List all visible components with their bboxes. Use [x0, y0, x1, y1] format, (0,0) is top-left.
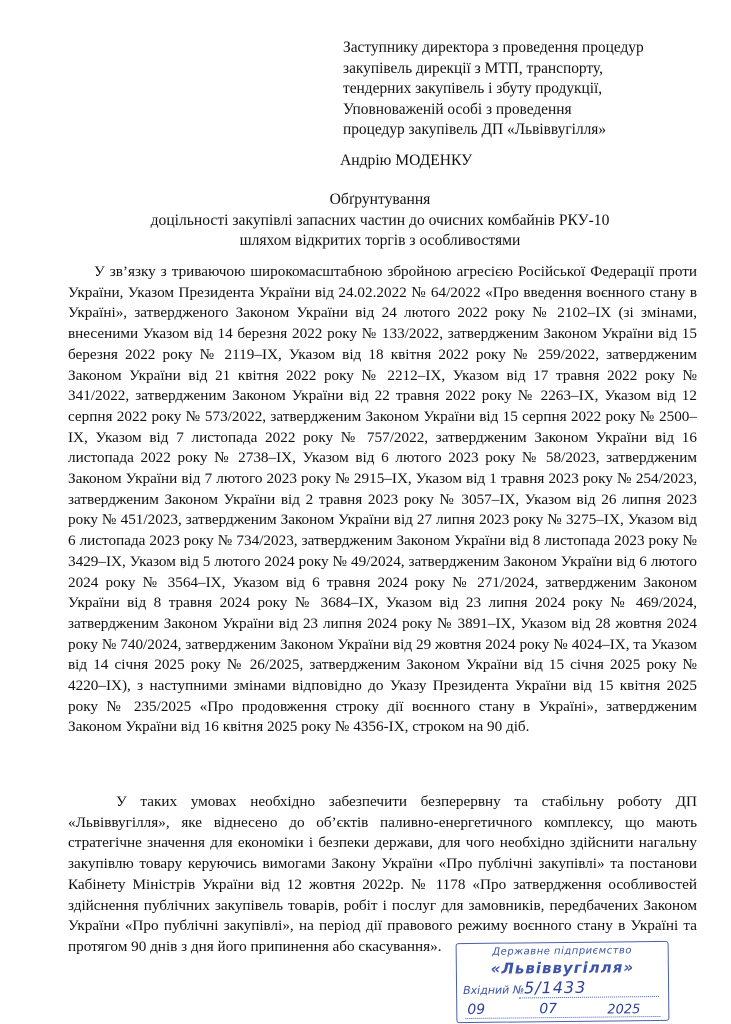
registration-stamp	[456, 941, 670, 1023]
document-title	[60, 190, 700, 252]
stamp-date-day: 09	[467, 1001, 486, 1018]
paragraph-text: У таких умовах необхідно забезпечити безперервну та стабільну роботу ДП «Львіввугілля», яке віднесено до об’єктів паливно-енергетичного комплексу, що мають стратегічне значення для економіки і безпеки держави, для чого необхідно здійснити нагальну закупівлю товару керуючись вимогами Закону України «Про публічні закупівлі» та постанови Кабінету Міністрів України від 12 жовтня 2022р. № 1178 «Про затвердження особливостей здійснення публічних закупівель товарів, робіт і послуг для замовників, передбачених Законом України «Про публічні закупівлі», на період дії правового режиму воєнного стану в Україні та протягом 90 днів з дня його припинення або скасування».	[68, 793, 697, 955]
stamp-incoming-number: 5/1433	[523, 977, 587, 998]
stamp-org-name: «Львіввугілля»	[490, 958, 635, 978]
title-heading: Обґрунтування	[329, 191, 431, 208]
addressee-line: процедур закупівель ДП «Львіввугілля»	[343, 121, 607, 139]
stamp-date-year: 2025	[607, 1002, 641, 1018]
stamp-org-type: Державне підприємство	[492, 945, 633, 958]
title-subject-line: доцільності закупівлі запасних частин до очисних комбайнів РКУ-10	[150, 211, 610, 229]
addressee-block	[343, 38, 723, 141]
addressee-line: закупівель дирекції з МТП, транспорту,	[343, 59, 603, 77]
paragraph-text: У зв’язку з триваючою широкомасштабною збройною агресією Російської Федерації проти України, Указом Президента України від 24.02.2022 № 64/2022 «Про введення воєнного стану в Україні», затвердженого Законом України від 24 лютого 2022 року № 2102–ІХ (зі змінами, внесеними Указом від 14 березня 2022 року № 133/2022, затвердженим Законом України від 15 березня 2022 року № 2119–ІХ, Указом від 18 квітня 2022 року № 259/2022, затвердженим Законом України від 21 квітня 2022 року № 2212–ІХ, Указом від 17 травня 2022 року № 341/2022, затвердженим Законом України від 22 травня 2022 року № 2263–ІХ, Указом від 12 серпня 2022 року № 573/2022, затвердженим Законом України від 15 серпня 2022 року № 2500–ІХ, Указом від 7 листопада 2022 року № 757/2022, затвердженим Законом України від 16 листопада 2022 року № 2738–ІХ, Указом від 6 лютого 2023 року № 58/2023, затвердженим Законом України від 7 лютого 2023 року № 2915–ІХ, Указом від 1 травня 2023 року № 254/2023, затвердженим Законом України від 2 травня 2023 року № 3057–ІХ, Указом від 26 липня 2023 року № 451/2023, затвердженим Законом України від 27 липня 2023 року № 3275–ІХ, Указом від 6 листопада 2023 року № 734/2023, затвердженим Законом України від 8 листопада 2023 року № 3429–ІХ, Указом від 5 лютого 2024 року № 49/2024, затвердженим Законом України від 6 лютого 2024 року № 3564–ІХ, Указом від 6 травня 2024 року № 271/2024, затвердженим Законом України від 8 травня 2024 року № 3684–ІХ, Указом від 23 липня 2024 року № 469/2024, затвердженим Законом України від 23 липня 2024 року № 3891–ІХ, Указом від 28 жовтня 2024 року № 740/2024, затвердженим Законом України від 29 жовтня 2024 року № 4024–ІХ, та Указом від 14 січня 2025 року № 26/2025, затвердженим Законом України від 15 січня 2025 року № 4220–ІХ), з наступними змінами відповідно до Указу Президента України від 15 квітня 2025 року № 235/2025 «Про продовження строку дії воєнного стану в Україні», затвердженим Законом України від 16 квітня 2025 року № 4356-IX, строком на 90 діб.	[68, 263, 697, 736]
recipient-name: Андрію МОДЕНКУ	[340, 152, 473, 169]
body-paragraph-1	[68, 262, 697, 738]
stamp-date-month: 07	[539, 1001, 558, 1018]
body-paragraph-2	[68, 792, 697, 958]
stamp-incoming-label: Вхідний №	[463, 983, 525, 998]
addressee-line: Уповноваженій особі з проведення	[343, 100, 572, 118]
addressee-line: Заступнику директора з проведення процедур	[343, 39, 644, 56]
title-subject-line: шляхом відкритих торгів з особливостями	[239, 232, 521, 249]
addressee-line: тендерних закупівель і збуту продукції,	[343, 80, 603, 98]
